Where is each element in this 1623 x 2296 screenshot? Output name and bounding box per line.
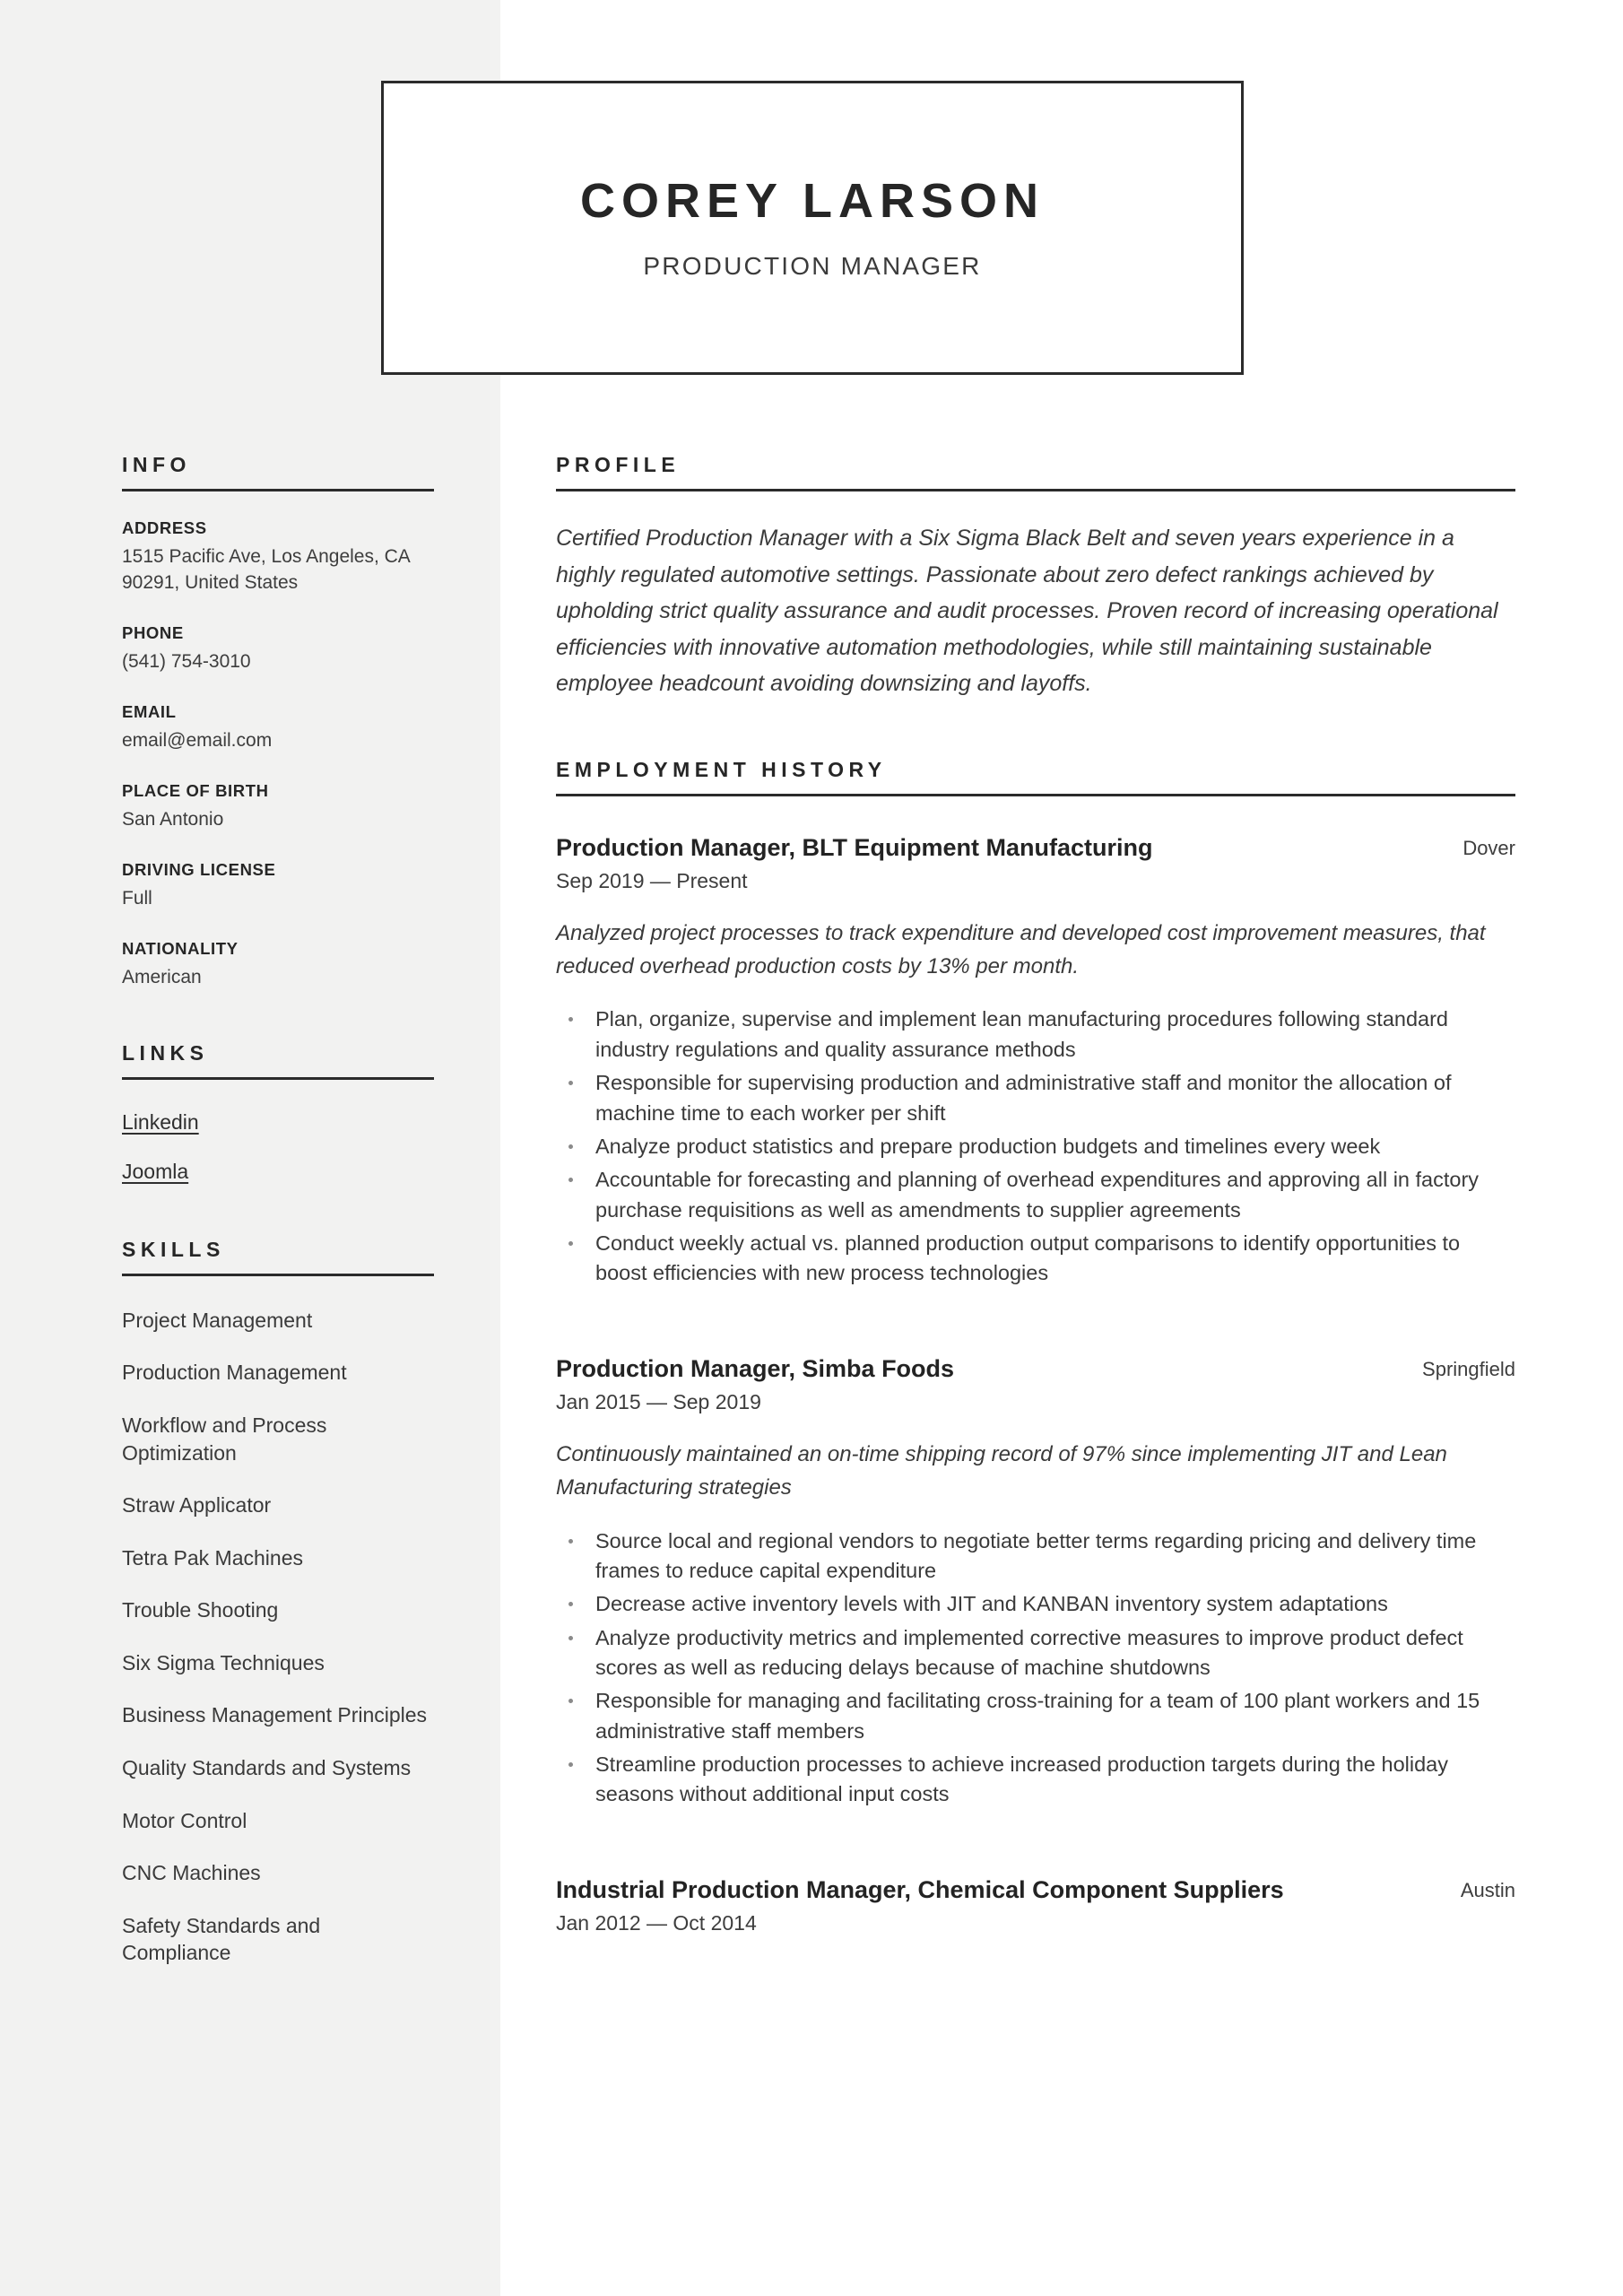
list-item: Decrease active inventory levels with JIT and KANBAN inventory system adaptations [556, 1589, 1515, 1619]
info-value: (541) 754-3010 [122, 650, 251, 672]
job-dates: Jan 2015 — Sep 2019 [556, 1390, 761, 1414]
skills-section-heading: SKILLS [122, 1237, 225, 1261]
profile-text: Certified Production Manager with a Six Sigma Black Belt and seven years experience in a highly regulated automotive settings. Passionate about zero defect rankings achieved by upholding strict quality assurance and audit processes. Proven record of increasing operational efficiencies with innovative automation methodologies, while still maintaining sustainable employee headcount avoiding downsizing and layoffs. [556, 526, 1498, 696]
list-item: Motor Control [122, 1808, 247, 1832]
info-value: email@email.com [122, 729, 273, 751]
main-content [556, 453, 1515, 1935]
info-label: ADDRESS [122, 518, 207, 537]
job-entry-simba-foods [556, 1353, 1515, 1810]
links-section-heading: LINKS [122, 1040, 209, 1065]
profile-section-divider [556, 489, 1515, 491]
list-item: Six Sigma Techniques [122, 1650, 325, 1674]
job-bullet-list [556, 1526, 1515, 1810]
links-section [122, 1041, 434, 1184]
list-item: Business Management Principles [122, 1703, 428, 1727]
candidate-name: COREY LARSON [579, 174, 1046, 229]
list-item: Responsible for supervising production and administrative staff and monitor the allocation of machine time to each worker per shift [556, 1068, 1515, 1128]
job-dates: Sep 2019 — Present [556, 869, 748, 893]
list-item: Analyze product statistics and prepare production budgets and timelines every week [556, 1132, 1515, 1161]
job-title: Industrial Production Manager, Chemical Component Suppliers [556, 1875, 1284, 1903]
info-field-nationality [122, 939, 434, 991]
employment-section-heading: EMPLOYMENT HISTORY [556, 757, 887, 781]
info-label: NATIONALITY [122, 938, 239, 958]
job-dates: Jan 2012 — Oct 2014 [556, 1911, 757, 1935]
info-field-email [122, 702, 434, 754]
skills-section [122, 1238, 434, 1967]
info-section [122, 453, 434, 991]
job-entry-chemical-component-suppliers [556, 1874, 1515, 1936]
list-item: Trouble Shooting [122, 1598, 279, 1622]
info-label: EMAIL [122, 701, 177, 721]
job-location: Austin [1460, 1878, 1515, 1901]
info-value: 1515 Pacific Ave, Los Angeles, CA 90291, United States [122, 546, 410, 593]
job-header-row [556, 1874, 1515, 1906]
info-field-phone [122, 623, 434, 675]
info-field-address [122, 518, 434, 596]
links-section-divider [122, 1077, 434, 1080]
job-location: Dover [1462, 836, 1515, 859]
job-header-row [556, 832, 1515, 864]
info-label: DRIVING LICENSE [122, 859, 276, 879]
info-section-divider [122, 489, 434, 491]
list-item: Project Management [122, 1308, 313, 1332]
job-title: Production Manager, Simba Foods [556, 1354, 955, 1382]
list-item: Production Management [122, 1361, 347, 1385]
links-list [122, 1110, 434, 1184]
list-item: Straw Applicator [122, 1493, 272, 1518]
link-item-joomla[interactable]: Joomla [122, 1159, 189, 1183]
job-summary: Continuously maintained an on-time shipping record of 97% since implementing JIT and Lean Manufacturing strategies [556, 1442, 1447, 1500]
header-name-box [381, 81, 1244, 375]
info-section-heading: INFO [122, 453, 191, 476]
info-value: San Antonio [122, 808, 224, 830]
list-item: CNC Machines [122, 1861, 261, 1885]
candidate-job-title: PRODUCTION MANAGER [643, 251, 982, 280]
sidebar [122, 453, 434, 1992]
info-label: PHONE [122, 622, 184, 642]
employment-section-divider [556, 794, 1515, 796]
profile-section [556, 453, 1515, 702]
employment-history-section [556, 758, 1515, 1936]
skills-list [122, 1307, 434, 1967]
list-item: Quality Standards and Systems [122, 1755, 412, 1779]
list-item: Tetra Pak Machines [122, 1545, 303, 1570]
list-item: Streamline production processes to achieve increased production targets during the holiday seasons without additional input costs [556, 1750, 1515, 1810]
job-title: Production Manager, BLT Equipment Manufacturing [556, 833, 1153, 861]
list-item: Workflow and Process Optimization [122, 1413, 327, 1465]
profile-section-heading: PROFILE [556, 453, 681, 476]
job-header-row [556, 1353, 1515, 1385]
link-item-linkedin[interactable]: Linkedin [122, 1109, 199, 1134]
list-item: Source local and regional vendors to negotiate better terms regarding pricing and delivery time frames to reduce capital expenditure [556, 1526, 1515, 1587]
job-location: Springfield [1422, 1357, 1515, 1380]
info-field-place-of-birth [122, 781, 434, 833]
list-item: Accountable for forecasting and planning of overhead expenditures and approving all in factory purchase requisitions as well as amendments to supplier agreements [556, 1165, 1515, 1225]
list-item: Plan, organize, supervise and implement lean manufacturing procedures following standard industry regulations and quality assurance methods [556, 1004, 1515, 1065]
info-label: PLACE OF BIRTH [122, 780, 269, 800]
list-item: Safety Standards and Compliance [122, 1913, 321, 1965]
info-field-driving-license [122, 860, 434, 912]
job-summary: Analyzed project processes to track expenditure and developed cost improvement measures, that reduced overhead production costs by 13% per month. [556, 921, 1486, 979]
list-item: Responsible for managing and facilitating cross-training for a team of 100 plant workers and 15 administrative staff members [556, 1686, 1515, 1746]
list-item: Analyze productivity metrics and implemented corrective measures to improve product defect scores as well as reducing delays because of machine shutdowns [556, 1623, 1515, 1683]
job-bullet-list [556, 1004, 1515, 1288]
info-value: Full [122, 887, 152, 909]
skills-section-divider [122, 1274, 434, 1276]
info-value: American [122, 966, 202, 987]
job-entry-blt-equipment-manufacturing [556, 832, 1515, 1289]
list-item: Conduct weekly actual vs. planned production output comparisons to identify opportunities to boost efficiencies with new process technologies [556, 1229, 1515, 1289]
